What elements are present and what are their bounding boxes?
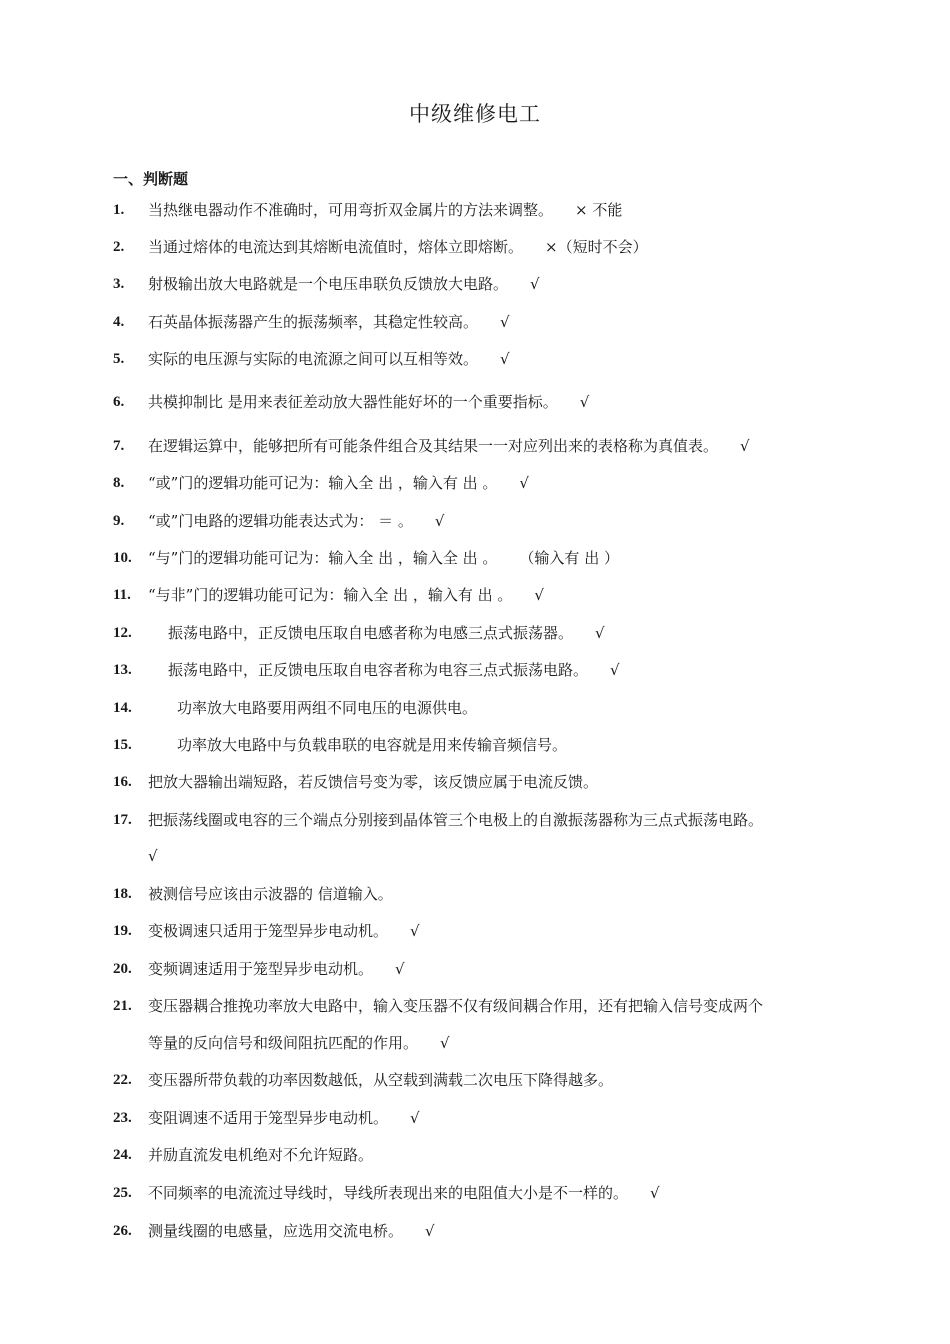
question-number: 16. xyxy=(113,774,132,790)
answer-mark: √ xyxy=(579,393,590,411)
answer-mark: √ xyxy=(650,1184,660,1202)
question-number: 20. xyxy=(113,961,132,977)
question-number: 24. xyxy=(113,1147,132,1163)
question-text: 把振荡线圈或电容的三个端点分别接到晶体管三个电极上的自激振荡器称为三点式振荡电路。 xyxy=(148,811,764,829)
question-number: 5. xyxy=(113,351,125,367)
answer-mark: × 不能 xyxy=(575,201,623,219)
question-text: 变阻调速不适用于笼型异步电动机。 √ xyxy=(148,1109,420,1127)
question-number: 17. xyxy=(113,812,132,828)
question-item xyxy=(113,996,843,1056)
question-number: 25. xyxy=(113,1185,132,1201)
question-number: 19. xyxy=(113,923,132,939)
answer-mark: √ xyxy=(434,512,445,530)
question-text: 变极调速只适用于笼型异步电动机。 √ xyxy=(148,922,420,940)
question-number: 23. xyxy=(113,1110,132,1126)
question-text: 变压器耦合推挽功率放大电路中，输入变压器不仅有级间耦合作用，还有把输入信号变成两个 xyxy=(148,997,764,1015)
answer-mark: √ xyxy=(740,437,750,455)
question-text: 不同频率的电流流过导线时，导线所表现出来的电阻值大小是不一样的。 √ xyxy=(148,1184,660,1202)
question-text: 共模抑制比 是用来表征差动放大器性能好坏的一个重要指标。 √ xyxy=(148,393,590,411)
question-number: 10. xyxy=(113,550,132,566)
question-text: 射极输出放大电路就是一个电压串联负反馈放大电路。 √ xyxy=(148,275,540,293)
page-title: 中级维修电工 xyxy=(409,102,541,126)
question-text: “或”门的逻辑功能可记为：输入全 出 ，输入有 出 。 √ xyxy=(148,474,529,492)
question-number: 7. xyxy=(113,438,125,454)
question-text: “或”门电路的逻辑功能表达式为： ＝ 。 √ xyxy=(148,512,445,530)
answer-mark: √ xyxy=(148,847,158,865)
question-number: 3. xyxy=(113,276,125,292)
question-number: 9. xyxy=(113,513,125,529)
answer-mark: √ xyxy=(534,586,544,604)
question-text-continued: 等量的反向信号和级间阻抗匹配的作用。 √ xyxy=(148,1034,450,1052)
question-number: 1. xyxy=(113,202,125,218)
question-number: 14. xyxy=(113,700,132,716)
question-text: 实际的电压源与实际的电流源之间可以互相等效。 √ xyxy=(148,350,510,368)
answer-mark: √ xyxy=(500,313,510,331)
answer-mark: √ xyxy=(395,960,405,978)
question-text: 并励直流发电机绝对不允许短路。 xyxy=(148,1146,374,1164)
question-text: 振荡电路中，正反馈电压取自电容者称为电容三点式振荡电路。 √ xyxy=(168,661,620,679)
answer-mark: √ xyxy=(440,1034,450,1052)
question-text: 测量线圈的电感量，应选用交流电桥。 √ xyxy=(148,1222,435,1240)
answer-mark: √ xyxy=(425,1222,435,1240)
question-text: 变压器所带负载的功率因数越低，从空载到满载二次电压下降得越多。 xyxy=(148,1071,614,1089)
answer-mark: √ xyxy=(410,922,420,940)
question-number: 2. xyxy=(113,239,125,255)
question-text: 变频调速适用于笼型异步电动机。 √ xyxy=(148,960,405,978)
question-number: 26. xyxy=(113,1223,132,1239)
question-text: 石英晶体振荡器产生的振荡频率，其稳定性较高。 √ xyxy=(148,313,510,331)
answer-mark: √ xyxy=(595,624,605,642)
question-text: 功率放大电路要用两组不同电压的电源供电。 xyxy=(177,699,478,717)
question-text: 在逻辑运算中，能够把所有可能条件组合及其结果一一对应列出来的表格称为真值表。 √ xyxy=(148,437,750,455)
question-number: 6. xyxy=(113,394,125,410)
answer-mark: ×（短时不会） xyxy=(545,238,648,256)
question-number: 15. xyxy=(113,737,132,753)
question-number: 11. xyxy=(113,587,131,603)
question-text: 功率放大电路中与负载串联的电容就是用来传输音频信号。 xyxy=(177,736,568,754)
answer-mark: （输入有 出 ） xyxy=(519,549,619,567)
question-text: “与”门的逻辑功能可记为：输入全 出 ，输入全 出 。 （输入有 出 ） xyxy=(148,549,619,567)
question-item xyxy=(113,810,843,870)
section-heading: 一、判断题 xyxy=(113,170,189,188)
question-text: 当热继电器动作不准确时，可用弯折双金属片的方法来调整。 × 不能 xyxy=(148,201,623,219)
question-number: 22. xyxy=(113,1072,132,1088)
question-number: 18. xyxy=(113,886,132,902)
question-number: 8. xyxy=(113,475,125,491)
question-number: 4. xyxy=(113,314,125,330)
question-number: 13. xyxy=(113,662,132,678)
question-text: 当通过熔体的电流达到其熔断电流值时，熔体立即熔断。 ×（短时不会） xyxy=(148,238,648,256)
question-text: 振荡电路中，正反馈电压取自电感者称为电感三点式振荡器。 √ xyxy=(168,624,605,642)
question-text: 把放大器输出端短路，若反馈信号变为零，该反馈应属于电流反馈。 xyxy=(148,773,599,791)
question-number: 21. xyxy=(113,998,132,1014)
question-text: “与非”门的逻辑功能可记为：输入全 出 ，输入有 出 。 √ xyxy=(148,586,544,604)
answer-mark: √ xyxy=(610,661,620,679)
answer-mark: √ xyxy=(530,275,540,293)
answer-mark: √ xyxy=(519,474,529,492)
question-text: 被测信号应该由示波器的 信道输入。 xyxy=(148,885,393,903)
answer-mark: √ xyxy=(410,1109,420,1127)
question-number: 12. xyxy=(113,625,132,641)
answer-mark: √ xyxy=(500,350,510,368)
